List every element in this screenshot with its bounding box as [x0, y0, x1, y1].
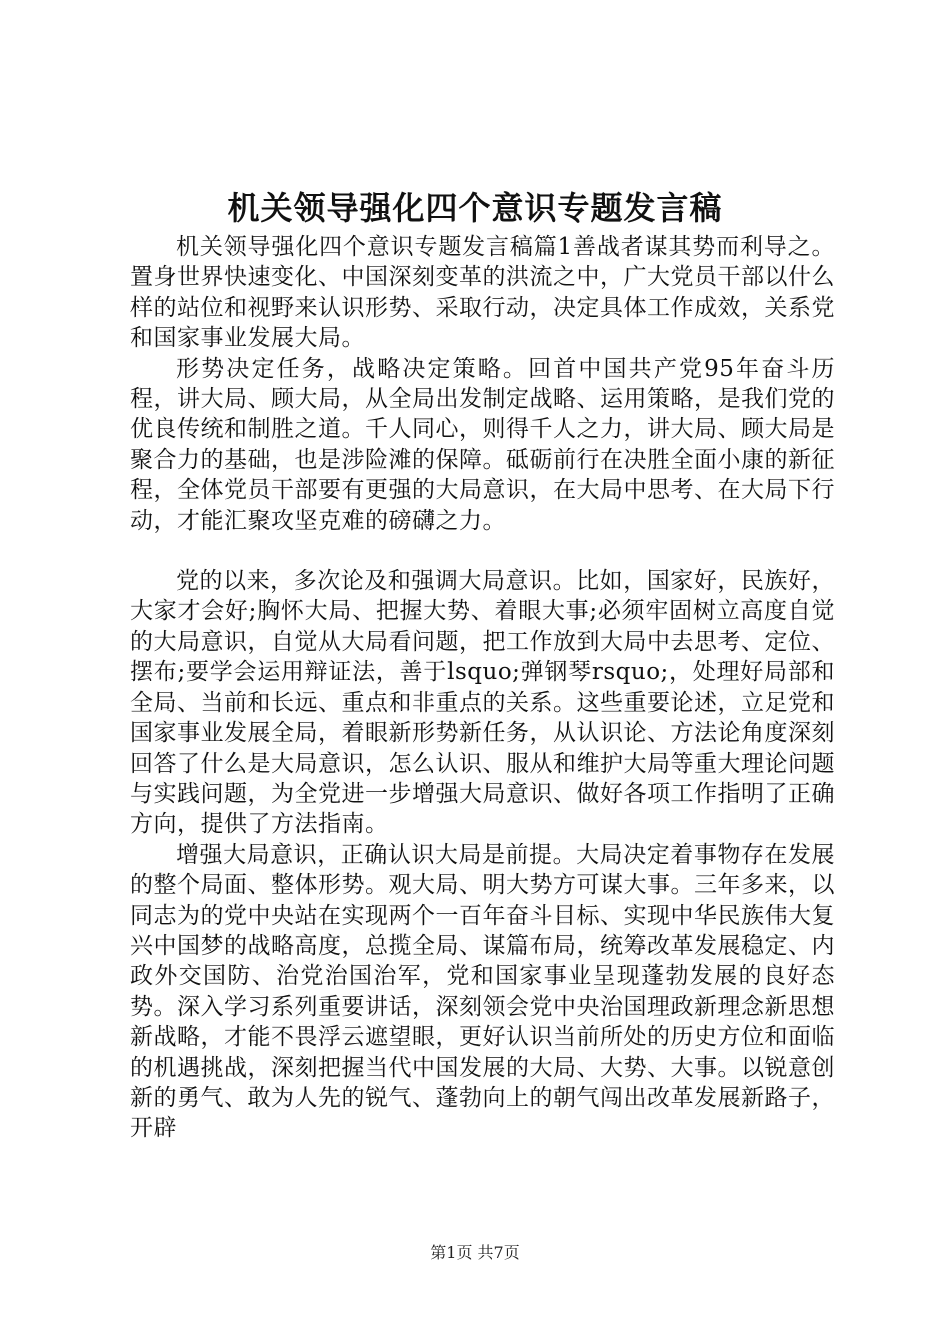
paragraph-4: 增强大局意识，正确认识大局是前提。大局决定着事物存在发展的整个局面、整体形势。观大局、明大势方可谋大事。三年多来，以同志为的党中央站在实现两个一百年奋斗目标、实现中华民族伟大复兴中国梦的战略高度，总揽全局、谋篇布局，统筹改革发展稳定、内政外交国防、治党治国治军，党和国家事业呈现蓬勃发展的良好态势。深入学习系列重要讲话，深刻领会党中央治国理政新理念新思想新战略，才能不畏浮云遮望眼，更好认识当前所处的历史方位和面临的机遇挑战，深刻把握当代中国发展的大局、大势、大事。以锐意创新的勇气、敢为人先的锐气、蓬勃向上的朝气闯出改革发展新路子，开辟	[130, 841, 835, 1142]
page-number-footer: 第1页 共7页	[430, 1243, 520, 1262]
paragraph-2: 形势决定任务，战略决定策略。回首中国共产党95年奋斗历程，讲大局、顾大局，从全局出发制定战略、运用策略，是我们党的优良传统和制胜之道。千人同心，则得千人之力，讲大局、顾大局是聚合力的基础，也是涉险滩的保障。砥砺前行在决胜全面小康的新征程，全体党员干部要有更强的大局意识，在大局中思考、在大局下行动，才能汇聚攻坚克难的磅礴之力。	[130, 355, 835, 534]
document-title: 机关领导强化四个意识专题发言稿	[227, 189, 723, 227]
paragraph-1: 机关领导强化四个意识专题发言稿篇1善战者谋其势而利导之。置身世界快速变化、中国深刻变革的洪流之中，广大党员干部以什么样的站位和视野来认识形势、采取行动，决定具体工作成效，关系党和国家事业发展大局。	[130, 234, 835, 352]
document-body	[130, 232, 835, 1144]
paragraph-spacer	[130, 536, 835, 566]
paragraph-3: 党的以来，多次论及和强调大局意识。比如，国家好，民族好，大家才会好;胸怀大局、把握大势、着眼大事;必须牢固树立高度自觉的大局意识，自觉从大局看问题，把工作放到大局中去思考、定位、摆布;要学会运用辩证法，善于lsquo;弹钢琴rsquo;，处理好局部和全局、当前和长远、重点和非重点的关系。这些重要论述，立足党和国家事业发展全局，着眼新形势新任务，从认识论、方法论角度深刻回答了什么是大局意识，怎么认识、服从和维护大局等重大理论问题与实践问题，为全党进一步增强大局意识、做好各项工作指明了正确方向，提供了方法指南。	[130, 568, 835, 838]
